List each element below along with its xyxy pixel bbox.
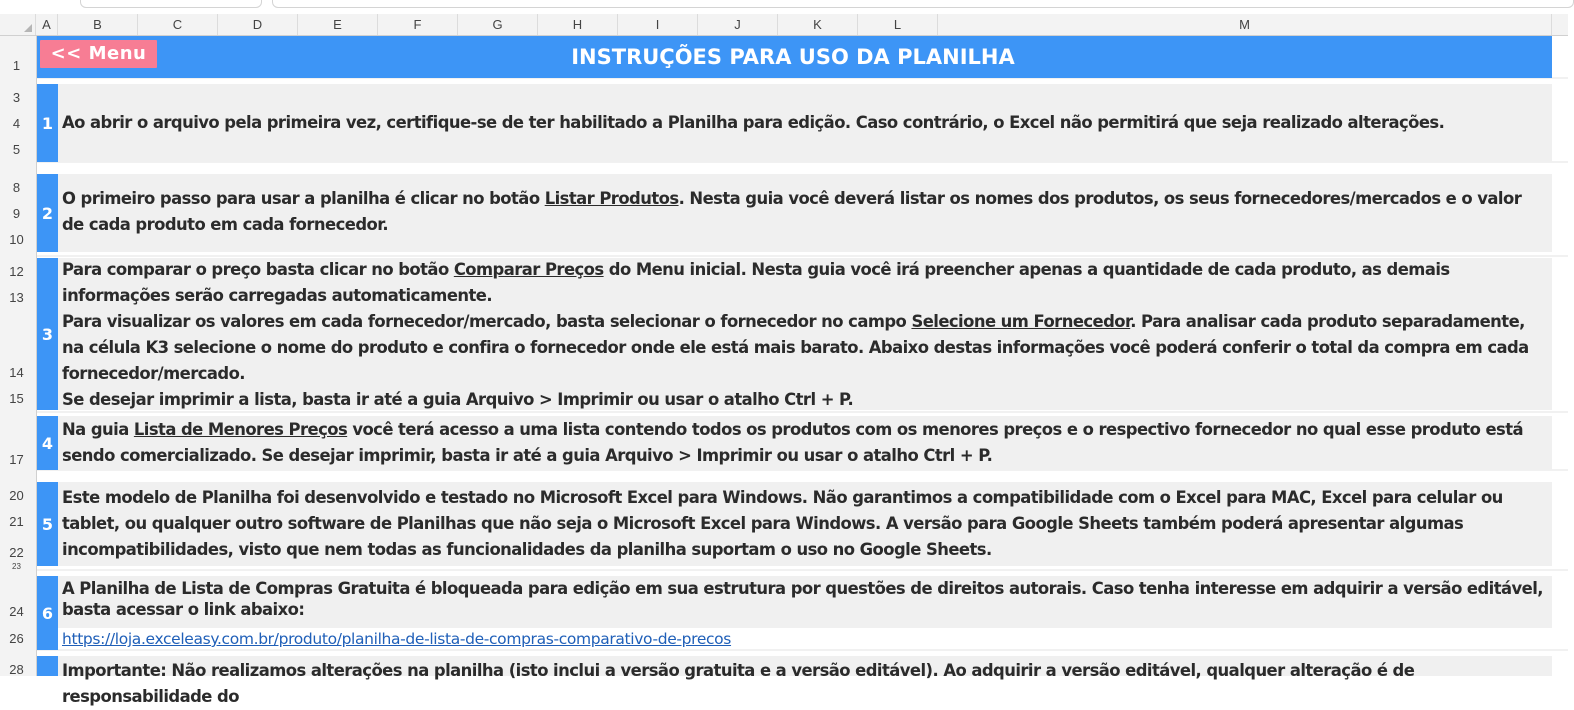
row-header[interactable]: 26 [9, 631, 24, 646]
row-header[interactable]: 3 [12, 90, 21, 105]
page-title: INSTRUÇÕES PARA USO DA PLANILHA [571, 45, 1015, 69]
column-header-l[interactable]: L [858, 14, 938, 35]
column-header-k[interactable]: K [778, 14, 858, 35]
row-header[interactable]: 12 [9, 264, 24, 279]
selecione-fornecedor-ref: Selecione um Fornecedor [911, 312, 1131, 331]
instruction-block-5 [37, 482, 1552, 566]
row-header[interactable]: 5 [12, 142, 21, 157]
comparar-precos-ref: Comparar Preços [453, 260, 604, 279]
column-header-e[interactable]: E [298, 14, 378, 35]
column-header-a[interactable]: A [36, 14, 58, 35]
lista-menores-precos-ref: Lista de Menores Preços [133, 420, 348, 439]
row-header[interactable]: 17 [9, 452, 24, 467]
ribbon-edge [0, 0, 1568, 14]
step-number: 4 [37, 416, 58, 470]
row-header[interactable]: 10 [9, 232, 24, 247]
instruction-text: Ao abrir o arquivo pela primeira vez, certifique-se de ter habilitado a Planilha para edição. Caso contrário, o Excel não permitirá que seja realizado alterações. [62, 113, 1445, 132]
instruction-text: Este modelo de Planilha foi desenvolvido e testado no Microsoft Excel para Windows. Não garantimos a compatibilidade com o Excel para MAC, Excel para celular ou tablet, ou qualquer outro software de Planilhas que não seja o Microsoft Excel para Windows. A versão para Google Sheets também poderá apresentar algumas incompatibilidades, visto que nem todas as funcionalidades da planilha suportam o uso no Google Sheets. [62, 488, 1503, 559]
select-all-corner[interactable] [0, 14, 36, 35]
row-headers [0, 36, 37, 676]
instruction-paragraph [62, 309, 1546, 387]
column-header-c[interactable]: C [138, 14, 218, 35]
instruction-text-part: Para visualizar os valores em cada fornecedor/mercado, basta selecionar o fornecedor no campo [62, 312, 912, 331]
name-box[interactable] [80, 0, 262, 8]
formula-bar[interactable] [272, 0, 1574, 8]
instruction-block-4 [37, 416, 1552, 470]
instruction-text [62, 186, 1546, 238]
instruction-text-part: você terá acesso a uma lista contendo todos os produtos com os menores preços e o respectivo fornecedor no qual esse produto está sendo comercializado. Se desejar imprimir, basta ir até a guia Arquivo > Imprimir ou usar o atalho Ctrl + P. [62, 420, 1524, 465]
column-headers [0, 14, 1568, 36]
instruction-text-part: Na guia [62, 420, 134, 439]
menu-back-button[interactable]: << Menu [40, 40, 157, 68]
instruction-text: Importante: Não realizamos alterações na planilha (isto inclui a versão gratuita e a versão editável). Ao adquirir a versão editável, qualquer alteração é de responsabilidade do [62, 661, 1415, 706]
instruction-block-1 [37, 84, 1552, 162]
column-header-g[interactable]: G [458, 14, 538, 35]
instruction-text-part: . Para analisar cada produto separadamente, na célula K3 selecione o nome do produto e confira o fornecedor onde ele está mais barato. Abaixo destas informações você poderá conferir o total da compra em cada fornecedor/mercado. [62, 312, 1529, 383]
row-header[interactable]: 15 [9, 391, 24, 406]
row-header[interactable]: 22 [9, 545, 24, 560]
instruction-block-7 [37, 656, 1552, 706]
row-header[interactable]: 4 [12, 116, 21, 131]
row-header[interactable]: 24 [9, 604, 24, 619]
instruction-paragraph: Se desejar imprimir a lista, basta ir até a guia Arquivo > Imprimir ou usar o atalho Ctrl + P. [62, 390, 854, 409]
listar-produtos-ref: Listar Produtos [544, 189, 679, 208]
row-header[interactable]: 14 [9, 365, 24, 380]
column-header-h[interactable]: H [538, 14, 618, 35]
row-header[interactable]: 13 [9, 290, 24, 305]
column-header-m[interactable]: M [938, 14, 1552, 35]
row-header[interactable]: 23 [12, 562, 21, 571]
instruction-text [62, 417, 1546, 469]
column-header-i[interactable]: I [618, 14, 698, 35]
row-header[interactable]: 21 [9, 514, 24, 529]
instruction-paragraph [62, 257, 1546, 309]
instruction-text-part: . Nesta guia você deverá listar os nomes dos produtos, os seus fornecedores/mercados e o valor de cada produto em cada fornecedor. [62, 189, 1522, 234]
instruction-block-2 [37, 174, 1552, 252]
instruction-text-part: do Menu inicial. Nesta guia você irá preencher apenas a quantidade de cada produto, as demais informações serão carregadas automaticamente. [62, 260, 1450, 305]
row-header[interactable]: 20 [9, 488, 24, 503]
step-number: 5 [37, 482, 58, 566]
instruction-text-part: Para comparar o preço basta clicar no botão [62, 260, 454, 279]
step-number [37, 656, 58, 676]
row-header[interactable]: 28 [9, 662, 24, 677]
store-link[interactable]: https://loja.exceleasy.com.br/produto/planilha-de-lista-de-compras-comparativo-de-precos [62, 630, 732, 648]
step-number: 1 [37, 84, 58, 162]
instruction-block-6 [37, 576, 1552, 628]
instruction-text-part: O primeiro passo para usar a planilha é clicar no botão [62, 189, 545, 208]
step-number: 2 [37, 174, 58, 252]
instruction-text: A Planilha de Lista de Compras Gratuita é bloqueada para edição em sua estrutura por questões de direitos autorais. Caso tenha interesse em adquirir a versão editável, basta acessar o link abaixo: [62, 579, 1543, 619]
row-header[interactable]: 8 [12, 180, 21, 195]
instruction-text [62, 257, 1546, 413]
step-number: 6 [37, 576, 58, 650]
column-header-f[interactable]: F [378, 14, 458, 35]
column-header-b[interactable]: B [58, 14, 138, 35]
row-header[interactable]: 9 [12, 206, 21, 221]
instruction-block-3 [37, 258, 1552, 410]
row-header[interactable]: 1 [12, 58, 21, 73]
step-number: 3 [37, 258, 58, 410]
column-header-d[interactable]: D [218, 14, 298, 35]
column-header-j[interactable]: J [698, 14, 778, 35]
